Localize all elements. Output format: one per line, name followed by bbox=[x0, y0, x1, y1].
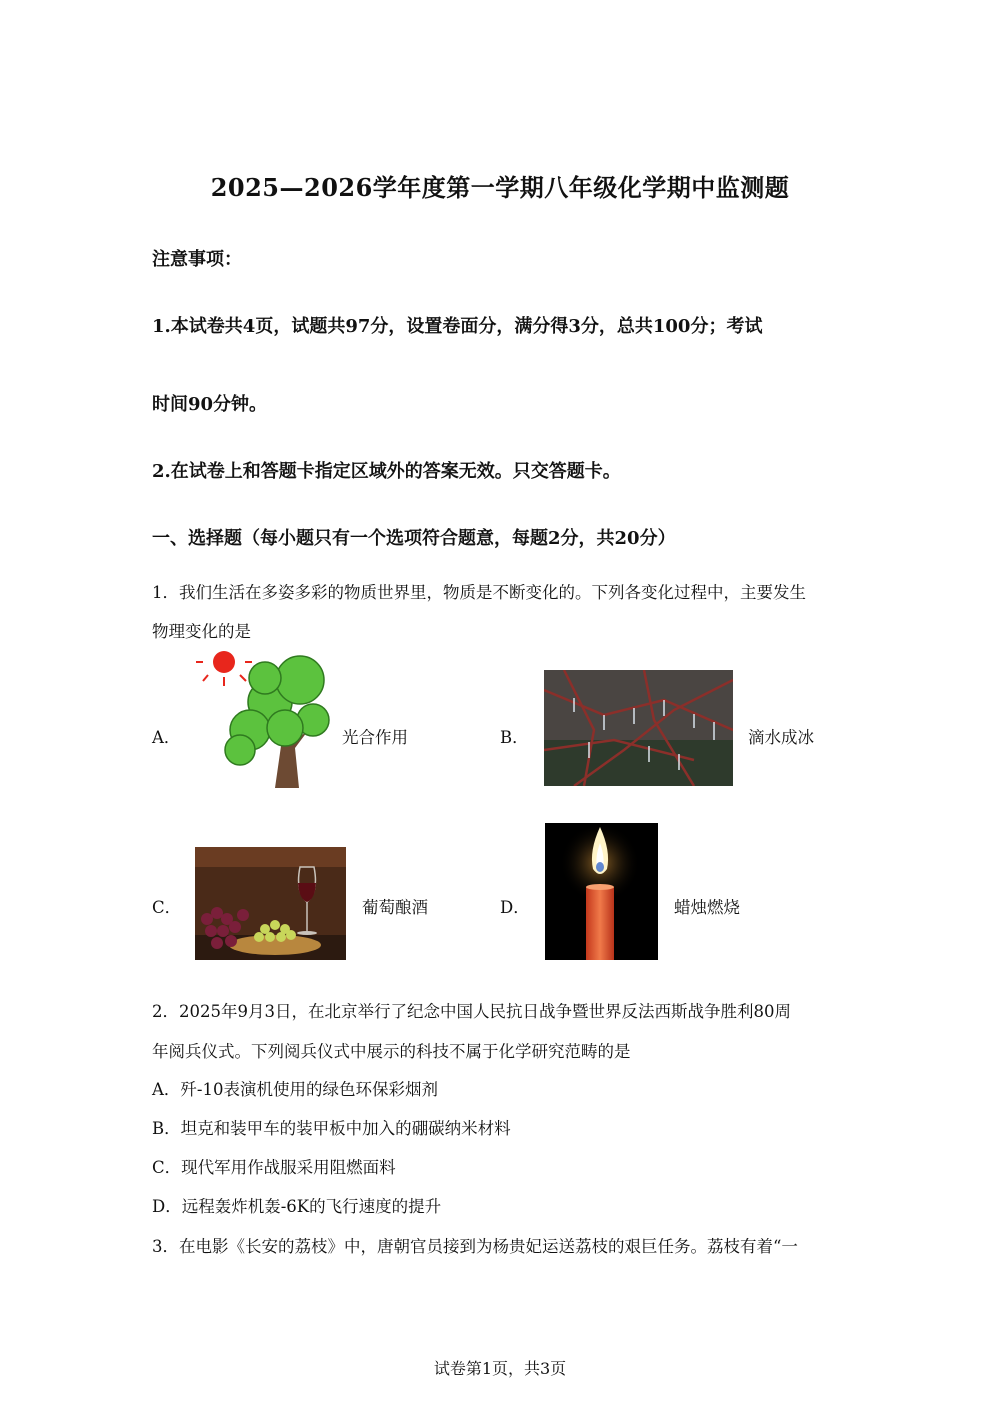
question-2-line-2: 年阅兵仪式。下列阅兵仪式中展示的科技不属于化学研究范畴的是 bbox=[152, 1042, 631, 1061]
q2-option-b: B．坦克和装甲车的装甲板中加入的硼碳纳米材料 bbox=[152, 1119, 511, 1138]
candle-icon bbox=[545, 823, 658, 960]
grapes-wine-icon bbox=[195, 847, 346, 960]
q1-option-a-letter: A． bbox=[152, 728, 181, 747]
section-1-heading: 一、选择题（每小题只有一个选项符合题意，每题2分，共20分） bbox=[152, 528, 676, 549]
tree-sun-icon bbox=[195, 650, 330, 788]
question-2-line-1: 2．2025年9月3日，在北京举行了纪念中国人民抗日战争暨世界反法西斯战争胜利80周 bbox=[152, 1002, 791, 1021]
question-1-line-2: 物理变化的是 bbox=[152, 622, 251, 641]
q1-option-d-letter: D． bbox=[500, 898, 530, 917]
q2-option-a: A．歼-10表演机使用的绿色环保彩烟剂 bbox=[152, 1080, 438, 1099]
notice-item-2: 2.在试卷上和答题卡指定区域外的答案无效。只交答题卡。 bbox=[152, 461, 621, 482]
question-3-line-1: 3．在电影《长安的荔枝》中，唐朝官员接到为杨贵妃运送荔枝的艰巨任务。荔枝有着“一 bbox=[152, 1237, 798, 1256]
question-1-line-1: 1．我们生活在多姿多彩的物质世界里，物质是不断变化的。下列各变化过程中，主要发生 bbox=[152, 583, 806, 602]
q1-option-b-label: 滴水成冰 bbox=[748, 728, 814, 747]
page-footer: 试卷第1页，共3页 bbox=[433, 1359, 567, 1378]
notice-heading: 注意事项： bbox=[152, 249, 242, 270]
q1-option-b-letter: B． bbox=[500, 728, 529, 747]
q1-option-c-letter: C． bbox=[152, 898, 182, 917]
q1-option-d-label: 蜡烛燃烧 bbox=[674, 898, 740, 917]
q1-option-a-label: 光合作用 bbox=[342, 728, 408, 747]
icy-branches-icon bbox=[544, 670, 733, 786]
q2-option-d: D．远程轰炸机轰-6K的飞行速度的提升 bbox=[152, 1197, 442, 1216]
notice-item-1-line-1: 1.本试卷共4页，试题共97分，设置卷面分，满分得3分，总共100分；考试 bbox=[152, 316, 763, 337]
page-title: 2025—2026学年度第一学期八年级化学期中监测题 bbox=[210, 173, 790, 202]
q1-option-c-label: 葡萄酿酒 bbox=[362, 898, 428, 917]
q2-option-c: C．现代军用作战服采用阻燃面料 bbox=[152, 1158, 396, 1177]
notice-item-1-line-2: 时间90分钟。 bbox=[152, 394, 268, 415]
